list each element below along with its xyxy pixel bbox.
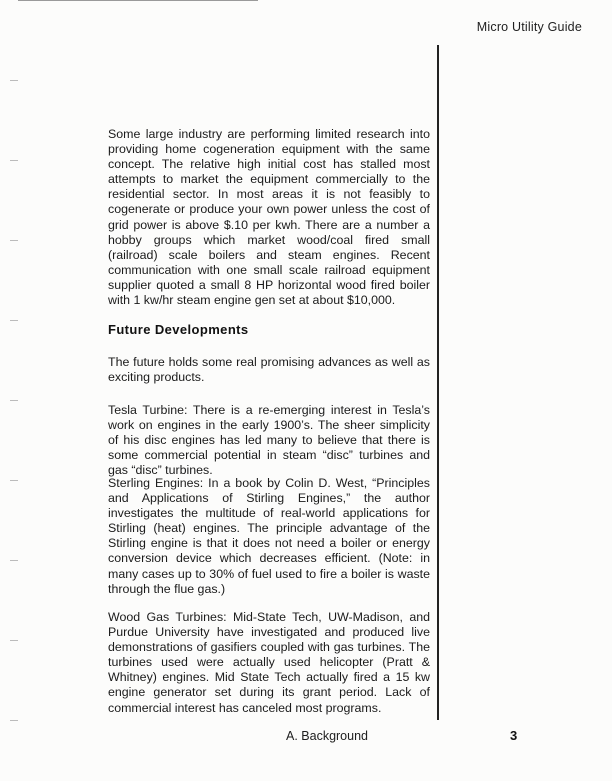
paragraph-text: Wood Gas Turbines: Mid-State Tech, UW-Madison, and Purdue University have investigated and produced live demonstrations of gasifiers coupled with gas turbines. The turbines used were actually used helicopter (Pratt & Whitney) engines. Mid State Tech actually fired a 15 kw engine generator set during its grant period. Lack of commercial interest has canceled most programs.	[108, 610, 430, 715]
margin-vertical-rule	[437, 45, 439, 720]
page-number: 3	[510, 728, 518, 743]
scan-mark	[10, 640, 18, 641]
section-heading-future-developments: Future Developments	[108, 322, 249, 337]
footer-section-label: A. Background	[286, 729, 368, 743]
paragraph-tesla-turbine	[108, 403, 430, 478]
scan-mark	[10, 720, 18, 721]
scan-mark	[10, 480, 18, 481]
paragraph-wood-gas-turbines	[108, 610, 430, 716]
paragraph-sterling-engines	[108, 476, 430, 597]
scan-mark	[10, 400, 18, 401]
scan-mark	[10, 80, 18, 81]
scan-top-rule	[18, 0, 258, 1]
paragraph-intro	[108, 127, 430, 308]
paragraph-text: The future holds some real promising advances as well as exciting products.	[108, 355, 430, 385]
running-header-title: Micro Utility Guide	[476, 20, 582, 34]
scan-mark	[10, 160, 18, 161]
paragraph-text: Tesla Turbine: There is a re-emerging interest in Tesla’s work on engines in the early 1900’s. The sheer simplicity of his disc engines has led many to believe that there is some commercial potential in steam “disc” turbines and gas “disc” turbines.	[108, 403, 430, 478]
scan-mark	[10, 320, 18, 321]
paragraph-text: Some large industry are performing limited research into providing home cogeneration equipment with the same concept. The relative high initial cost has stalled most attempts to market the equipment commercially to the residential sector. In most areas it is not feasibly to cogenerate or produce your own power unless the cost of grid power is above $.10 per kwh. There are a number a hobby groups which market wood/coal fired small (railroad) scale boilers and steam engines. Recent communication with one small scale railroad equipment supplier quoted a small 8 HP horizontal wood fired boiler with 1 kw/hr steam engine gen set at about $10,000.	[108, 127, 430, 308]
paragraph-future	[108, 355, 430, 385]
scan-mark	[10, 240, 18, 241]
scan-mark	[10, 560, 18, 561]
paragraph-text: Sterling Engines: In a book by Colin D. West, “Principles and Applications of Stirling Engines,” the author investigates the multitude of real-world applications for Stirling (heat) engines. The principle advantage of the Stirling engine is that it does not need a boiler or energy conversion device which decreases efficient. (Note: in many cases up to 30% of fuel used to fire a boiler is waste through the flue gas.)	[108, 476, 430, 596]
